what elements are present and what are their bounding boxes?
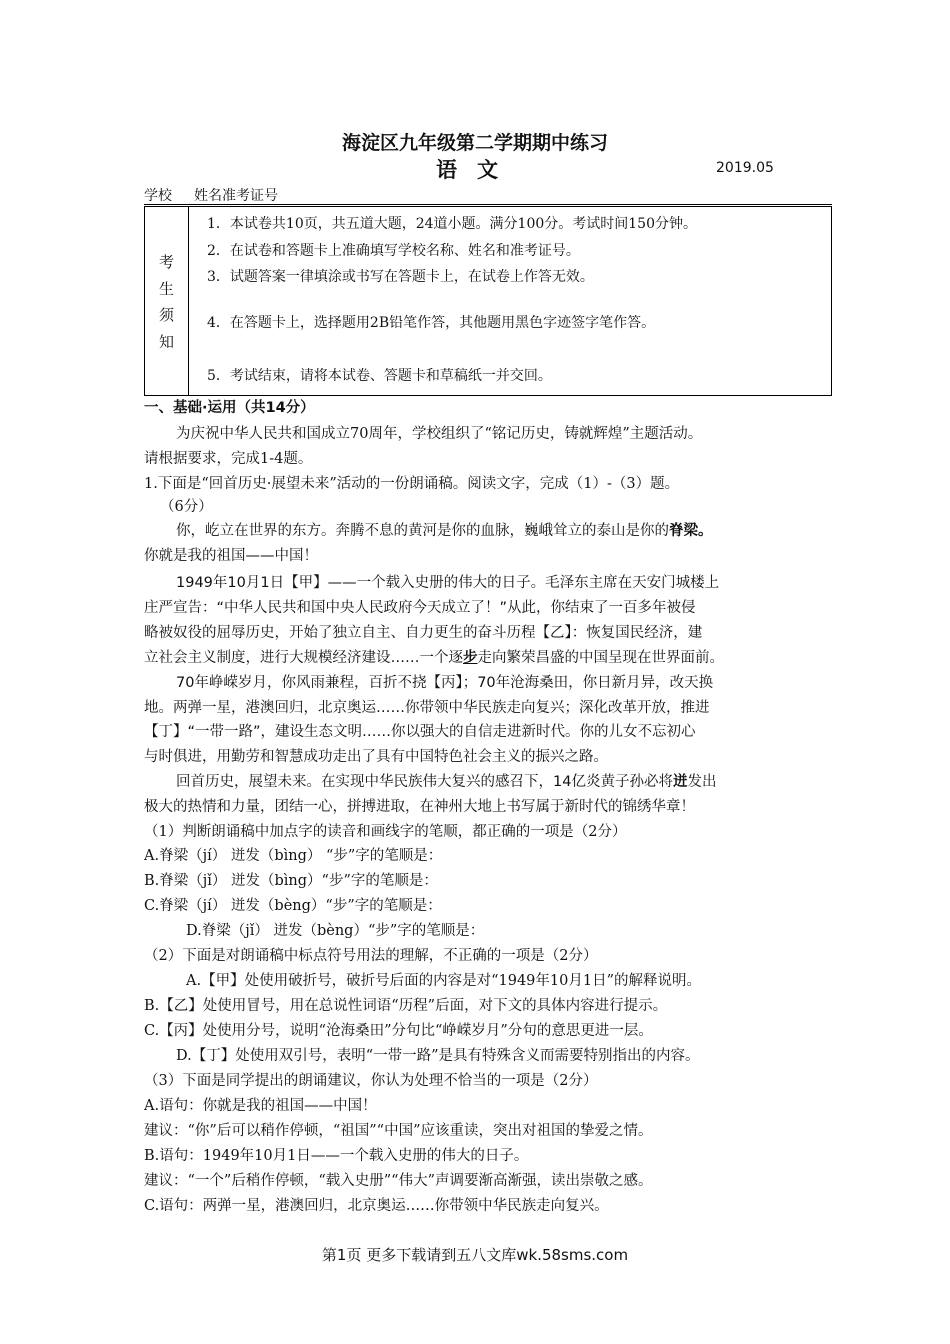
- option: B.语句：1949年10月1日——一个载入史册的伟大的日子。: [144, 1148, 529, 1164]
- notice-item: 2．在试卷和答题卡上准确填写学校名称、姓名和准考证号。: [207, 243, 580, 259]
- notice-heading-char: 知: [158, 333, 174, 351]
- notice-heading-char: 须: [158, 306, 174, 324]
- passage-line: 70年峥嵘岁月，你风雨兼程，百折不挠【丙】；70年沧海桑田，你日新月异，改天换: [176, 675, 714, 691]
- notice-item: 4．在答题卡上，选择题用2B铅笔作答，其他题用黑色字迹签字笔作答。: [207, 315, 656, 331]
- notice-item: 1．本试卷共10页，共五道大题，24道小题。满分100分。考试时间150分钟。: [207, 216, 697, 232]
- exam-subject: 语文: [436, 158, 518, 182]
- notice-item: 5．考试结束，请将本试卷、答题卡和草稿纸一并交回。: [207, 368, 552, 384]
- school-label: 学校: [144, 188, 172, 204]
- notice-item: 3．试题答案一律填涂或书写在答题卡上，在试卷上作答无效。: [207, 269, 594, 285]
- dotted-char: 迸: [672, 774, 688, 790]
- passage-line: 你就是我的祖国——中国！: [144, 548, 318, 564]
- underlined-char: 步: [463, 650, 478, 666]
- option: A.语句：你就是我的祖国——中国！: [144, 1098, 377, 1114]
- page-footer: 第1页 更多下载请到五八文库wk.58sms.com: [321, 1246, 629, 1264]
- subquestion-3: （3）下面是同学提出的朗诵建议，你认为处理不恰当的一项是（2分）: [144, 1073, 598, 1089]
- passage-line: [176, 521, 713, 541]
- passage-line: 与时俱进，用勤劳和智慧成功走出了具有中国特色社会主义的振兴之路。: [144, 749, 608, 765]
- notice-heading: [145, 207, 189, 395]
- section-heading: 一、基础·运用（共14分）: [144, 400, 315, 416]
- notice-heading-char: 考: [158, 253, 174, 271]
- exam-title: 海淀区九年级第二学期期中练习: [341, 132, 608, 154]
- passage-text-emph: 脊梁。: [669, 523, 713, 539]
- passage-text: 发出: [687, 774, 717, 790]
- option: C.【丙】处使用分号，说明“沧海桑田”分句比“峥嵘岁月”分句的意思更进一层。: [144, 1023, 653, 1039]
- student-info-line: [144, 185, 300, 205]
- exam-date: 2019.05: [716, 160, 774, 176]
- notice-heading-char: 生: [158, 280, 174, 298]
- option-suggestion: 建议：“一个”后稍作停顿，“载入史册”“伟大”声调要渐高渐强，读出崇敬之感。: [144, 1173, 653, 1189]
- question-1-score: （6分）: [160, 499, 213, 515]
- passage-text: 走向繁荣昌盛的中国呈现在世界面前。: [477, 650, 724, 666]
- passage-text: 你，屹立在世界的东方。奔腾不息的黄河是你的血脉，巍峨耸立的泰山是你的: [176, 523, 669, 539]
- passage-line: 庄严宣告：“中华人民共和国中央人民政府今天成立了！”从此，你结束了一百多年被侵: [144, 600, 696, 616]
- header-rule: [144, 204, 832, 205]
- subquestion-1: （1）判断朗诵稿中加点字的读音和画线字的笔顺，都正确的一项是（2分）: [144, 824, 627, 840]
- option: B.【乙】处使用冒号，用在总说性词语“历程”后面，对下文的具体内容进行提示。: [144, 998, 668, 1014]
- passage-line: 1949年10月1日【甲】——一个载入史册的伟大的日子。毛泽东主席在天安门城楼上: [176, 575, 720, 591]
- question-1: 1.下面是“回首历史·展望未来”活动的一份朗诵稿。阅读文字，完成（1）-（3）题。: [144, 476, 680, 492]
- passage-line: 略被奴役的屈辱历史，开始了独立自主、自力更生的奋斗历程【乙】：恢复国民经济，建: [144, 625, 703, 641]
- option: B.脊梁（jǐ） 迸发（bìng）“步”字的笔顺是：: [144, 873, 438, 889]
- option: D.【丁】处使用双引号，表明“一带一路”是具有特殊含义而需要特别指出的内容。: [176, 1048, 700, 1064]
- passage-line: [144, 648, 724, 668]
- option: A.【甲】处使用破折号，破折号后面的内容是对“1949年10月1日”的解释说明。: [186, 973, 701, 989]
- passage-line: 【丁】“一带一路”，建设生态文明……你以强大的自信走进新时代。你的儿女不忘初心: [144, 724, 696, 740]
- option: C.脊梁（jí） 迸发（bèng）“步”字的笔顺是：: [144, 898, 442, 914]
- passage-line: 极大的热情和力量，团结一心，拼搏进取，在神州大地上书写属于新时代的锦绣华章！: [144, 799, 695, 815]
- name-label: 姓名准考证号: [194, 188, 278, 204]
- passage-text: 立社会主义制度，进行大规模经济建设……一个逐: [144, 650, 463, 666]
- passage-text: 回首历史，展望未来。在实现中华民族伟大复兴的感召下，14亿炎黄子孙必将: [176, 774, 673, 790]
- notice-box: [144, 206, 832, 396]
- intro-line: 为庆祝中华人民共和国成立70周年，学校组织了“铭记历史，铸就辉煌”主题活动。: [176, 426, 703, 442]
- option: C.语句：两弹一星，港澳回归，北京奥运……你带领中华民族走向复兴。: [144, 1198, 609, 1214]
- subquestion-2: （2）下面是对朗诵稿中标点符号用法的理解，不正确的一项是（2分）: [144, 948, 598, 964]
- option-suggestion: 建议：“你”后可以稍作停顿，“祖国”“中国”应该重读，突出对祖国的挚爱之情。: [144, 1123, 653, 1139]
- option: A.脊梁（jí） 迸发（bìng） “步”字的笔顺是：: [144, 848, 443, 864]
- option: D.脊梁（jǐ） 迸发（bèng）“步”字的笔顺是：: [186, 923, 485, 939]
- passage-line: 地。两弹一星，港澳回归，北京奥运……你带领中华民族走向复兴；深化改革开放，推进: [144, 700, 710, 716]
- intro-line: 请根据要求，完成1-4题。: [144, 451, 313, 467]
- passage-line: [176, 772, 716, 792]
